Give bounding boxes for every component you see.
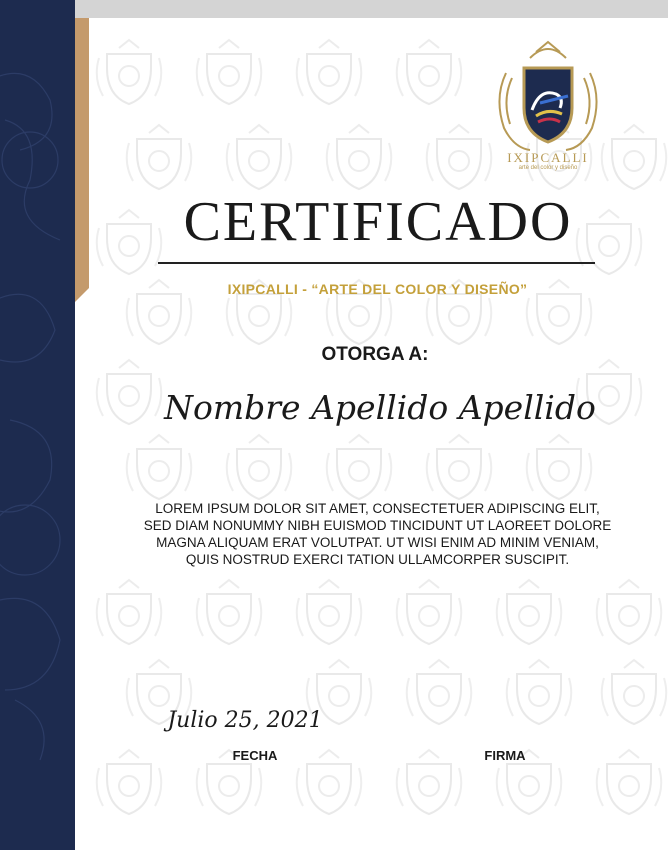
- date-value: Julio 25, 2021: [167, 708, 323, 733]
- title-divider: [158, 262, 595, 264]
- date-label: FECHA: [232, 748, 278, 763]
- ixipcalli-logo: [490, 38, 606, 173]
- certificate-title: CERTIFICADO: [183, 191, 573, 253]
- logo-name: IXIPCALLI: [507, 150, 589, 165]
- gold-accent-strip: [75, 18, 89, 288]
- certificate-body-text: LOREM IPSUM DOLOR SIT AMET, CONSECTETUER ADIPISCING ELIT, SED DIAM NONUMMY NIBH EUISMOD TINCIDUNT UT LAOREET DOLORE MAGNA ALIQUAM ERAT VOLUTPAT. UT WISI ENIM AD MINIM VENIAM, QUIS NOSTRUD EXERCI TATION ULLAMCORPER SUSCIPIT.: [143, 501, 612, 567]
- navy-side-band: [0, 0, 75, 850]
- recipient-name: Nombre Apellido Apellido: [164, 388, 596, 427]
- certificate-subtitle: IXIPCALLI - “ARTE DEL COLOR Y DISEÑO”: [227, 281, 528, 297]
- logo-tagline: arte del color y diseño: [518, 165, 578, 171]
- grants-label: OTORGA A:: [321, 344, 429, 365]
- ornament-pattern: [0, 0, 75, 850]
- top-gray-bar: [75, 0, 668, 18]
- signature-label: FIRMA: [484, 748, 526, 763]
